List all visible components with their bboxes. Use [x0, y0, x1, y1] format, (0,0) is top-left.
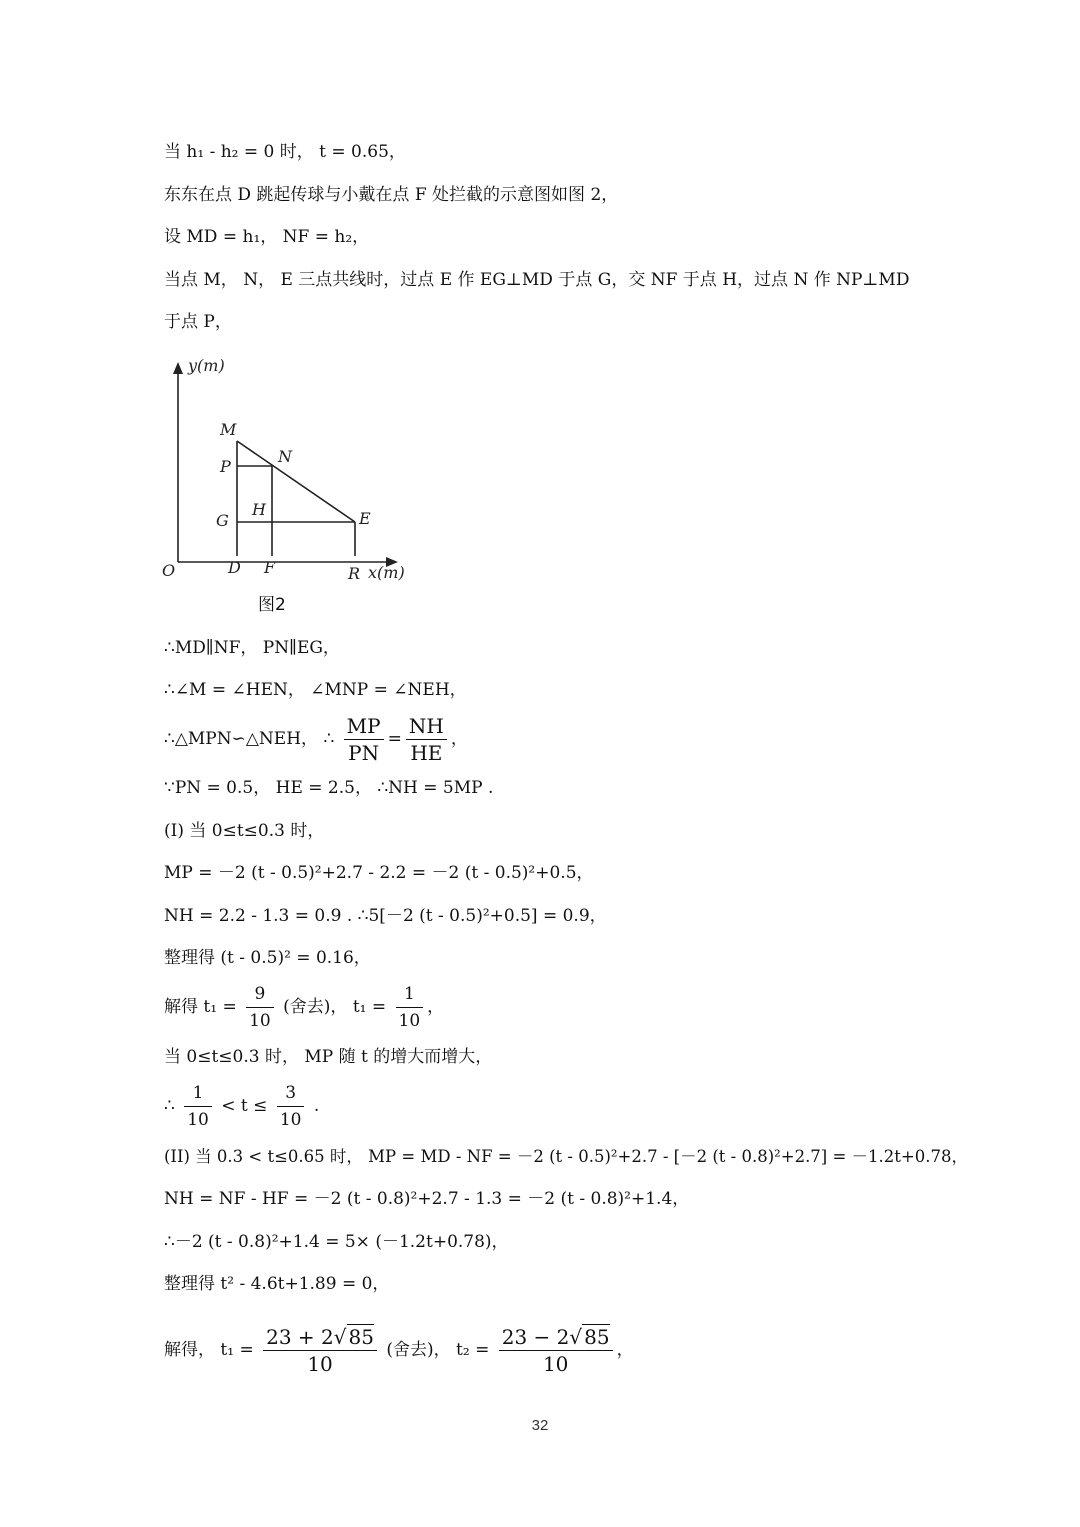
fraction — [246, 981, 274, 1034]
page-number: 32 — [531, 1417, 549, 1434]
text-line: 于点 P， — [164, 312, 232, 332]
text-line: ∴△MPN∽△NEH， ∴ $\frac{MP}{PN}$ = $\frac{NH}{HE}$ ， — [164, 714, 468, 765]
numerator: MP — [344, 713, 384, 740]
text-line: NH = 2.2 - 1.3 = 0.9 . ∴5[－2 (t - 0.5)²+0.5] = 0.9， — [164, 906, 607, 926]
text-segment: ， — [616, 1340, 634, 1360]
text-line: NH = NF - HF = －2 (t - 0.8)²+2.7 - 1.3 = －2 (t - 0.8)²+1.4， — [164, 1189, 690, 1209]
numerator: 1 — [184, 1080, 212, 1107]
label-h: H — [252, 500, 266, 519]
figure-2 — [160, 352, 420, 592]
text-segment: . — [313, 1096, 320, 1116]
text-line: MP = －2 (t - 0.5)²+2.7 - 2.2 = －2 (t - 0.5)²+0.5， — [164, 863, 594, 883]
text-line — [164, 1079, 319, 1133]
denominator: 10 — [307, 1352, 333, 1376]
denominator: 10 — [187, 1110, 209, 1130]
fraction — [396, 981, 424, 1034]
denominator: HE — [410, 741, 443, 765]
text-line: (I) 当 0≤t≤0.3 时， — [164, 821, 325, 841]
denominator: 10 — [398, 1011, 421, 1031]
label-m: M — [220, 420, 237, 439]
text-line — [164, 980, 444, 1034]
numerator: 9 — [246, 981, 274, 1008]
figure-caption: 图2 — [258, 595, 286, 615]
label-d: D — [228, 558, 241, 577]
text-line: 当 0≤t≤0.3 时， MP 随 t 的增大而增大， — [164, 1047, 493, 1067]
fraction — [499, 1324, 613, 1377]
origin-label: O — [162, 561, 176, 580]
text-line: 东东在点 D 跳起传球与小戴在点 F 处拦截的示意图如图 2， — [164, 185, 619, 205]
text-line: 当点 M， N， E 三点共线时，过点 E 作 EG⊥MD 于点 G，交 NF 于点 H，过点 N 作 NP⊥MD — [164, 270, 910, 290]
label-p: P — [220, 457, 231, 476]
text-line: ∴MD∥NF， PN∥EG， — [164, 638, 340, 658]
text-line: ∴∠M = ∠HEN， ∠MNP = ∠NEH， — [164, 680, 467, 700]
fraction — [406, 713, 447, 766]
sqrt-radicand: 85 — [348, 1325, 374, 1349]
text-line: (II) 当 0.3 < t≤0.65 时， MP = MD - NF = －2 (t - 0.5)²+2.7 - [－2 (t - 0.8)²+2.7] = －1.2t+0.78， — [164, 1147, 968, 1166]
label-e: E — [359, 509, 371, 528]
label-g: G — [216, 511, 229, 530]
numerator: 3 — [277, 1080, 305, 1107]
fraction — [277, 1080, 305, 1133]
denominator: PN — [348, 741, 380, 765]
label-r: R — [348, 564, 361, 583]
label-f: F — [264, 558, 276, 577]
text-line: 整理得 t² - 4.6t+1.89 = 0， — [164, 1274, 390, 1294]
x-axis-label: x(m) — [368, 563, 405, 582]
text-line: 整理得 (t - 0.5)² = 0.16， — [164, 948, 371, 968]
text-line: ∵PN = 0.5， HE = 2.5， ∴NH = 5MP . — [164, 778, 494, 798]
text-segment: ， — [450, 729, 468, 749]
text-segment: < t ≤ — [221, 1096, 268, 1116]
text-segment: ∴△MPN∽△NEH， ∴ — [164, 729, 335, 749]
denominator: 10 — [249, 1011, 271, 1031]
numerator: NH — [406, 713, 447, 740]
numerator: 23 + 2√ 85 — [263, 1324, 377, 1351]
text-line: ∴－2 (t - 0.8)²+1.4 = 5× (－1.2t+0.78)， — [164, 1232, 509, 1252]
y-axis-arrow — [173, 362, 183, 374]
y-axis-label: y(m) — [188, 356, 225, 375]
denominator: 10 — [279, 1110, 302, 1130]
text-segment: (舍去)， t₂ = — [386, 1340, 490, 1360]
numerator: 1 — [396, 981, 424, 1008]
denominator: 10 — [542, 1352, 569, 1376]
text-segment: 解得， t₁ = — [164, 1340, 254, 1360]
text-segment: 解得 t₁ = — [164, 997, 237, 1017]
numerator-part: 23 + 2 — [266, 1325, 334, 1349]
text-line — [164, 1320, 634, 1380]
text-line: 设 MD = h₁， NF = h₂， — [164, 227, 370, 247]
text-segment: ∴ — [164, 1096, 175, 1116]
text-segment: (舍去)， t₁ = — [283, 997, 387, 1017]
text-line: 当 h₁ - h₂ = 0 时， t = 0.65， — [164, 142, 406, 162]
label-n: N — [278, 447, 292, 466]
numerator: 23 − 2√ 85 — [499, 1324, 613, 1351]
fraction — [263, 1324, 377, 1377]
text-segment: ， — [427, 997, 445, 1017]
fraction — [344, 713, 384, 766]
fraction — [184, 1080, 212, 1133]
numerator-part: 23 − 2 — [501, 1325, 570, 1349]
sqrt-radicand: 85 — [584, 1325, 610, 1349]
